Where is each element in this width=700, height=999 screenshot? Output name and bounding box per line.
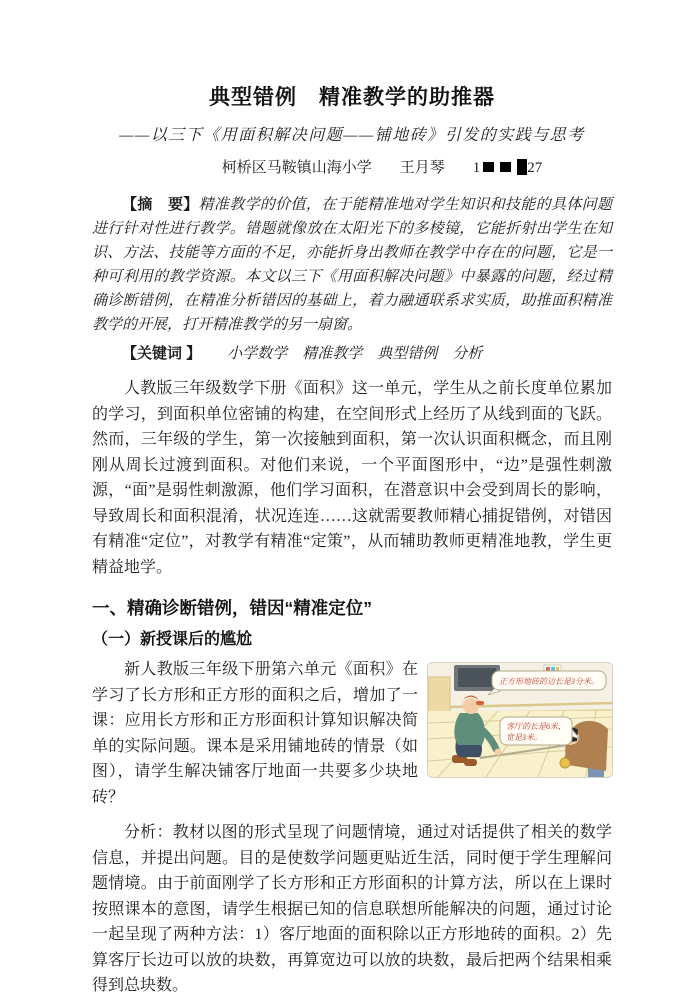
keyword-item: 典型错例 <box>377 346 438 362</box>
textbook-illustration <box>428 663 612 777</box>
bubble-bottom-text-line1: 客厅的长是6米， <box>506 722 566 731</box>
section-paragraph-1: 新人教版三年级下册第六单元《面积》在学习了长方形和正方形的面积之后，增加了一课：应用长方形和正方形面积计算知识解决简单的实际问题。课本是采用铺地砖的情景（如图），请学生解决铺客厅地面一共要多少块地砖？ <box>92 661 418 806</box>
redaction-block-icon <box>483 162 494 172</box>
author-school: 柯桥区马鞍镇山海小学 <box>221 160 372 176</box>
phone-suffix: 27 <box>527 160 543 176</box>
subsection-heading: （一）新授课后的尴尬 <box>92 631 253 648</box>
tv-screen <box>458 668 496 687</box>
cabinet <box>428 677 450 713</box>
abstract-paragraph <box>92 193 612 337</box>
intro-paragraph: 人教版三年级数学下册《面积》这一单元，学生从之前长度单位累加的学习，到面积单位密铺的构建，在空间形式上经历了从线到面的飞跃。然而，三年级的学生，第一次接触到面积，第一次认识面积概念，而且刚刚从周长过渡到面积。对他们来说，一个平面图形中，“边”是强性刺激源，“面”是弱性刺激源，他们学习面积，在潜意识中会受到周长的影响，导致周长和面积混淆，状况连连……这就需要教师精心捕捉错例，对错因有精准“定位”，对教学有精准“定策”，从而辅助教师更精准地教，学生更精益地学。 <box>92 380 612 576</box>
redaction-block-icon <box>517 159 527 175</box>
author-phone-redacted <box>473 160 543 176</box>
author-line <box>92 157 612 179</box>
keyword-item: 小学数学 <box>227 346 288 362</box>
page-title: 典型错例 精准教学的助推器 <box>209 86 495 109</box>
keyword-item: 分析 <box>452 346 483 362</box>
redaction-block-icon <box>500 162 511 172</box>
phone-prefix: 1 <box>472 160 481 176</box>
keywords-label: 【关键词 】 <box>122 345 202 362</box>
bubble-bottom-text-line2: 宽是3米。 <box>506 733 542 742</box>
section-heading-1: 一、精确诊断错例，错因“精准定位” <box>92 598 372 618</box>
tiling-scene-graphic <box>428 663 612 777</box>
abstract-text: 精准教学的价值，在于能精准地对学生知识和技能的具体问题进行针对性进行教学。错题就像放在太阳光下的多棱镜，它能折射出学生在知识、方法、技能等方面的不足，亦能折身出教师在教学中存在的问题，它是一种可利用的教学资源。本文以三下《用面积解决问题》中暴露的问题，经过精确诊断错例，在精准分析错因的基础上，着力融通联系求实质，助推面积精准教学的开展，打开精准教学的另一扇窗。 <box>92 197 612 333</box>
bubble-top-text: 正方形地砖的边长是3分米。 <box>499 677 599 686</box>
keywords-line <box>92 342 612 366</box>
keyword-item: 精准教学 <box>302 346 363 362</box>
subtitle: ——以三下《用面积解决问题——铺地砖》引发的实践与思考 <box>119 127 585 144</box>
speech-bubble-bottom <box>500 717 580 745</box>
section-paragraph-2: 分析：教材以图的形式呈现了问题情境，通过对话提供了相关的数学信息，并提出问题。目的是使数学问题更贴近生活，同时便于学生理解问题情境。由于前面刚学了长方形和正方形面积的计算方法，所以在上课时按照课本的意图，请学生根据已知的信息联想所能解决的问题，通过讨论一起呈现了两种方法：1）客厅地面的面积除以正方形地砖的面积。2）先算客厅长边可以放的块数，再算宽边可以放的块数，最后把两个结果相乘得到总块数。 <box>92 824 612 994</box>
abstract-label: 【摘 要】 <box>122 196 199 213</box>
section-body <box>92 657 612 999</box>
author-name: 王月琴 <box>399 160 445 176</box>
